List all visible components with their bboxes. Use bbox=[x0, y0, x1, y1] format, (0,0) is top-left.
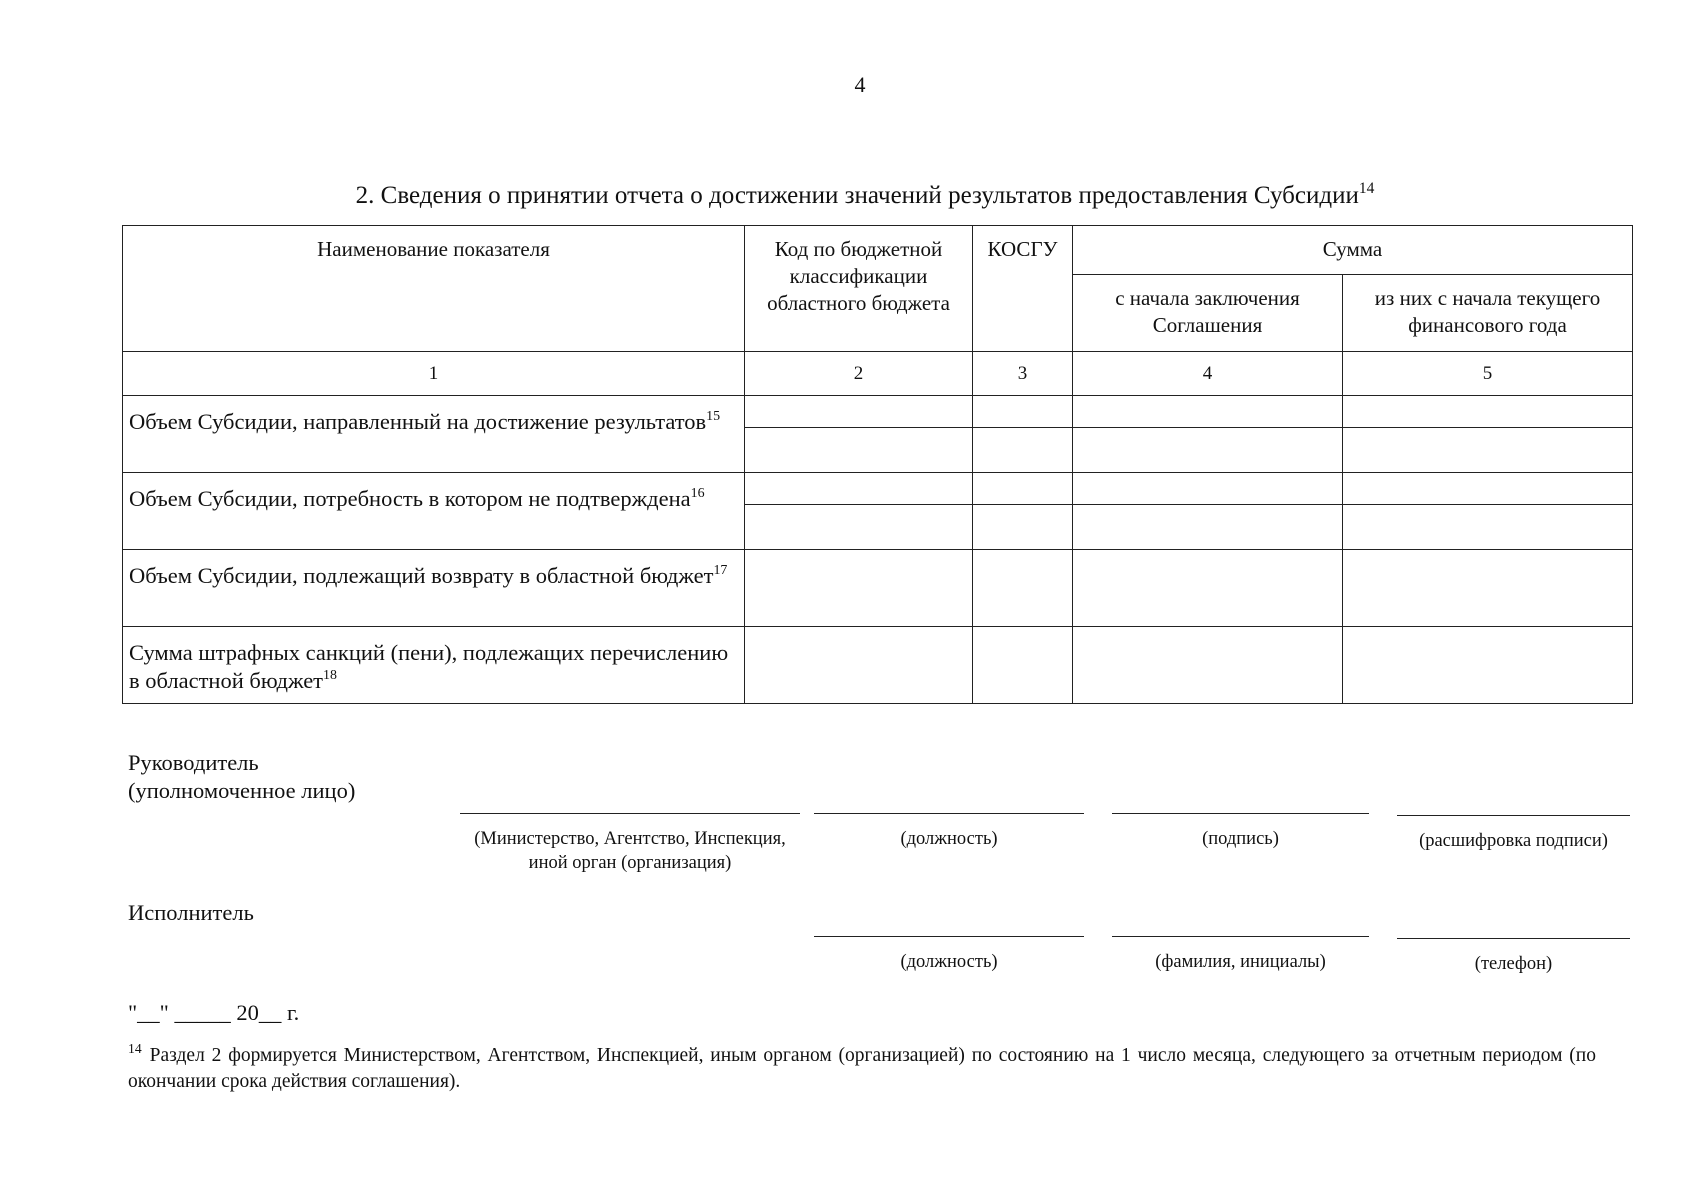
row-label-text: Сумма штрафных санкций (пени), подлежащих перечислению в областной бюджет bbox=[129, 640, 729, 693]
executor-phone-line[interactable] bbox=[1397, 938, 1630, 939]
column-number-3: 3 bbox=[973, 352, 1073, 396]
row-footnote-ref: 15 bbox=[706, 408, 721, 424]
column-number-2: 2 bbox=[745, 352, 973, 396]
table-cell-input[interactable] bbox=[1343, 396, 1633, 428]
column-number-4: 4 bbox=[1073, 352, 1343, 396]
head-signature-decoding-line[interactable] bbox=[1397, 815, 1630, 816]
column-number-5: 5 bbox=[1343, 352, 1633, 396]
table-cell-input[interactable] bbox=[973, 505, 1073, 550]
table-cell-input[interactable] bbox=[1343, 428, 1633, 473]
header-kosgu: КОСГУ bbox=[973, 226, 1073, 352]
header-sum: Сумма bbox=[1073, 226, 1633, 275]
executor-position-line[interactable] bbox=[814, 936, 1084, 937]
head-signature-caption: (подпись) bbox=[1202, 829, 1279, 849]
header-indicator: Наименование показателя bbox=[123, 226, 745, 352]
row-label-penalties bbox=[123, 627, 745, 704]
footnote bbox=[128, 1040, 1596, 1095]
head-organization-caption: (Министерство, Агентство, Инспекция, иной орган (организация) bbox=[474, 829, 786, 873]
row-label-directed bbox=[123, 396, 745, 473]
head-position-line[interactable] bbox=[814, 813, 1084, 814]
table-cell-input[interactable] bbox=[1343, 473, 1633, 505]
table-cell-input[interactable] bbox=[745, 396, 973, 428]
table-cell-input[interactable] bbox=[1343, 505, 1633, 550]
table-cell-input[interactable] bbox=[745, 550, 973, 627]
row-footnote-ref: 18 bbox=[323, 667, 337, 683]
table-cell-input[interactable] bbox=[1073, 396, 1343, 428]
row-label-text: Объем Субсидии, направленный на достижение результатов bbox=[129, 409, 707, 434]
table-cell-input[interactable] bbox=[973, 428, 1073, 473]
head-label bbox=[128, 749, 355, 805]
page-number: 4 bbox=[854, 72, 866, 97]
section-title bbox=[0, 179, 1698, 210]
row-footnote-ref: 16 bbox=[690, 485, 705, 501]
row-label-unconfirmed bbox=[123, 473, 745, 550]
table-cell-input[interactable] bbox=[1073, 627, 1343, 704]
column-number-1: 1 bbox=[123, 352, 745, 396]
header-sum-from-agreement: с начала заключения Соглашения bbox=[1073, 275, 1343, 352]
executor-position-caption: (должность) bbox=[900, 952, 998, 972]
table-cell-input[interactable] bbox=[1343, 550, 1633, 627]
section-title-text: 2. Сведения о принятии отчета о достижении значений результатов предоставления Субсидии bbox=[355, 182, 1359, 209]
row-footnote-ref: 17 bbox=[713, 562, 728, 578]
head-organization-line[interactable] bbox=[460, 813, 800, 814]
executor-phone-caption: (телефон) bbox=[1474, 954, 1553, 974]
table-cell-input[interactable] bbox=[745, 505, 973, 550]
table-cell-input[interactable] bbox=[1073, 550, 1343, 627]
table-cell-input[interactable] bbox=[1343, 627, 1633, 704]
executor-name-caption: (фамилия, инициалы) bbox=[1155, 952, 1326, 972]
table-cell-input[interactable] bbox=[1073, 505, 1343, 550]
section-title-footnote-ref: 14 bbox=[1358, 179, 1375, 197]
row-label-text: Объем Субсидии, потребность в котором не подтверждена bbox=[129, 486, 691, 511]
head-label-subtitle: (уполномоченное лицо) bbox=[128, 778, 356, 803]
date-template[interactable]: "__" _____ 20__ г. bbox=[128, 1000, 300, 1025]
table-cell-input[interactable] bbox=[1073, 473, 1343, 505]
row-label-text: Объем Субсидии, подлежащий возврату в областной бюджет bbox=[129, 563, 714, 588]
table-cell-input[interactable] bbox=[973, 473, 1073, 505]
header-budget-code: Код по бюджетной классификации областного бюджета bbox=[745, 226, 973, 352]
row-label-refund bbox=[123, 550, 745, 627]
footnote-number: 14 bbox=[128, 1040, 142, 1056]
footnote-text: Раздел 2 формируется Министерством, Агентством, Инспекцией, иным органом (организацией) по состоянию на 1 число месяца, следующего за отчетным периодом (по окончании срока действия соглашения). bbox=[128, 1045, 1596, 1092]
executor-label: Исполнитель bbox=[128, 900, 254, 925]
report-table bbox=[122, 225, 1633, 704]
table-cell-input[interactable] bbox=[745, 627, 973, 704]
head-position-caption: (должность) bbox=[900, 829, 998, 849]
head-signature-decoding-caption: (расшифровка подписи) bbox=[1419, 831, 1608, 851]
table-cell-input[interactable] bbox=[973, 550, 1073, 627]
table-cell-input[interactable] bbox=[745, 473, 973, 505]
head-label-title: Руководитель bbox=[128, 750, 259, 775]
header-sum-current-year: из них с начала текущего финансового года bbox=[1343, 275, 1633, 352]
head-signature-line[interactable] bbox=[1112, 813, 1369, 814]
table-cell-input[interactable] bbox=[1073, 428, 1343, 473]
table-cell-input[interactable] bbox=[973, 396, 1073, 428]
executor-name-line[interactable] bbox=[1112, 936, 1369, 937]
table-cell-input[interactable] bbox=[745, 428, 973, 473]
table-cell-input[interactable] bbox=[973, 627, 1073, 704]
